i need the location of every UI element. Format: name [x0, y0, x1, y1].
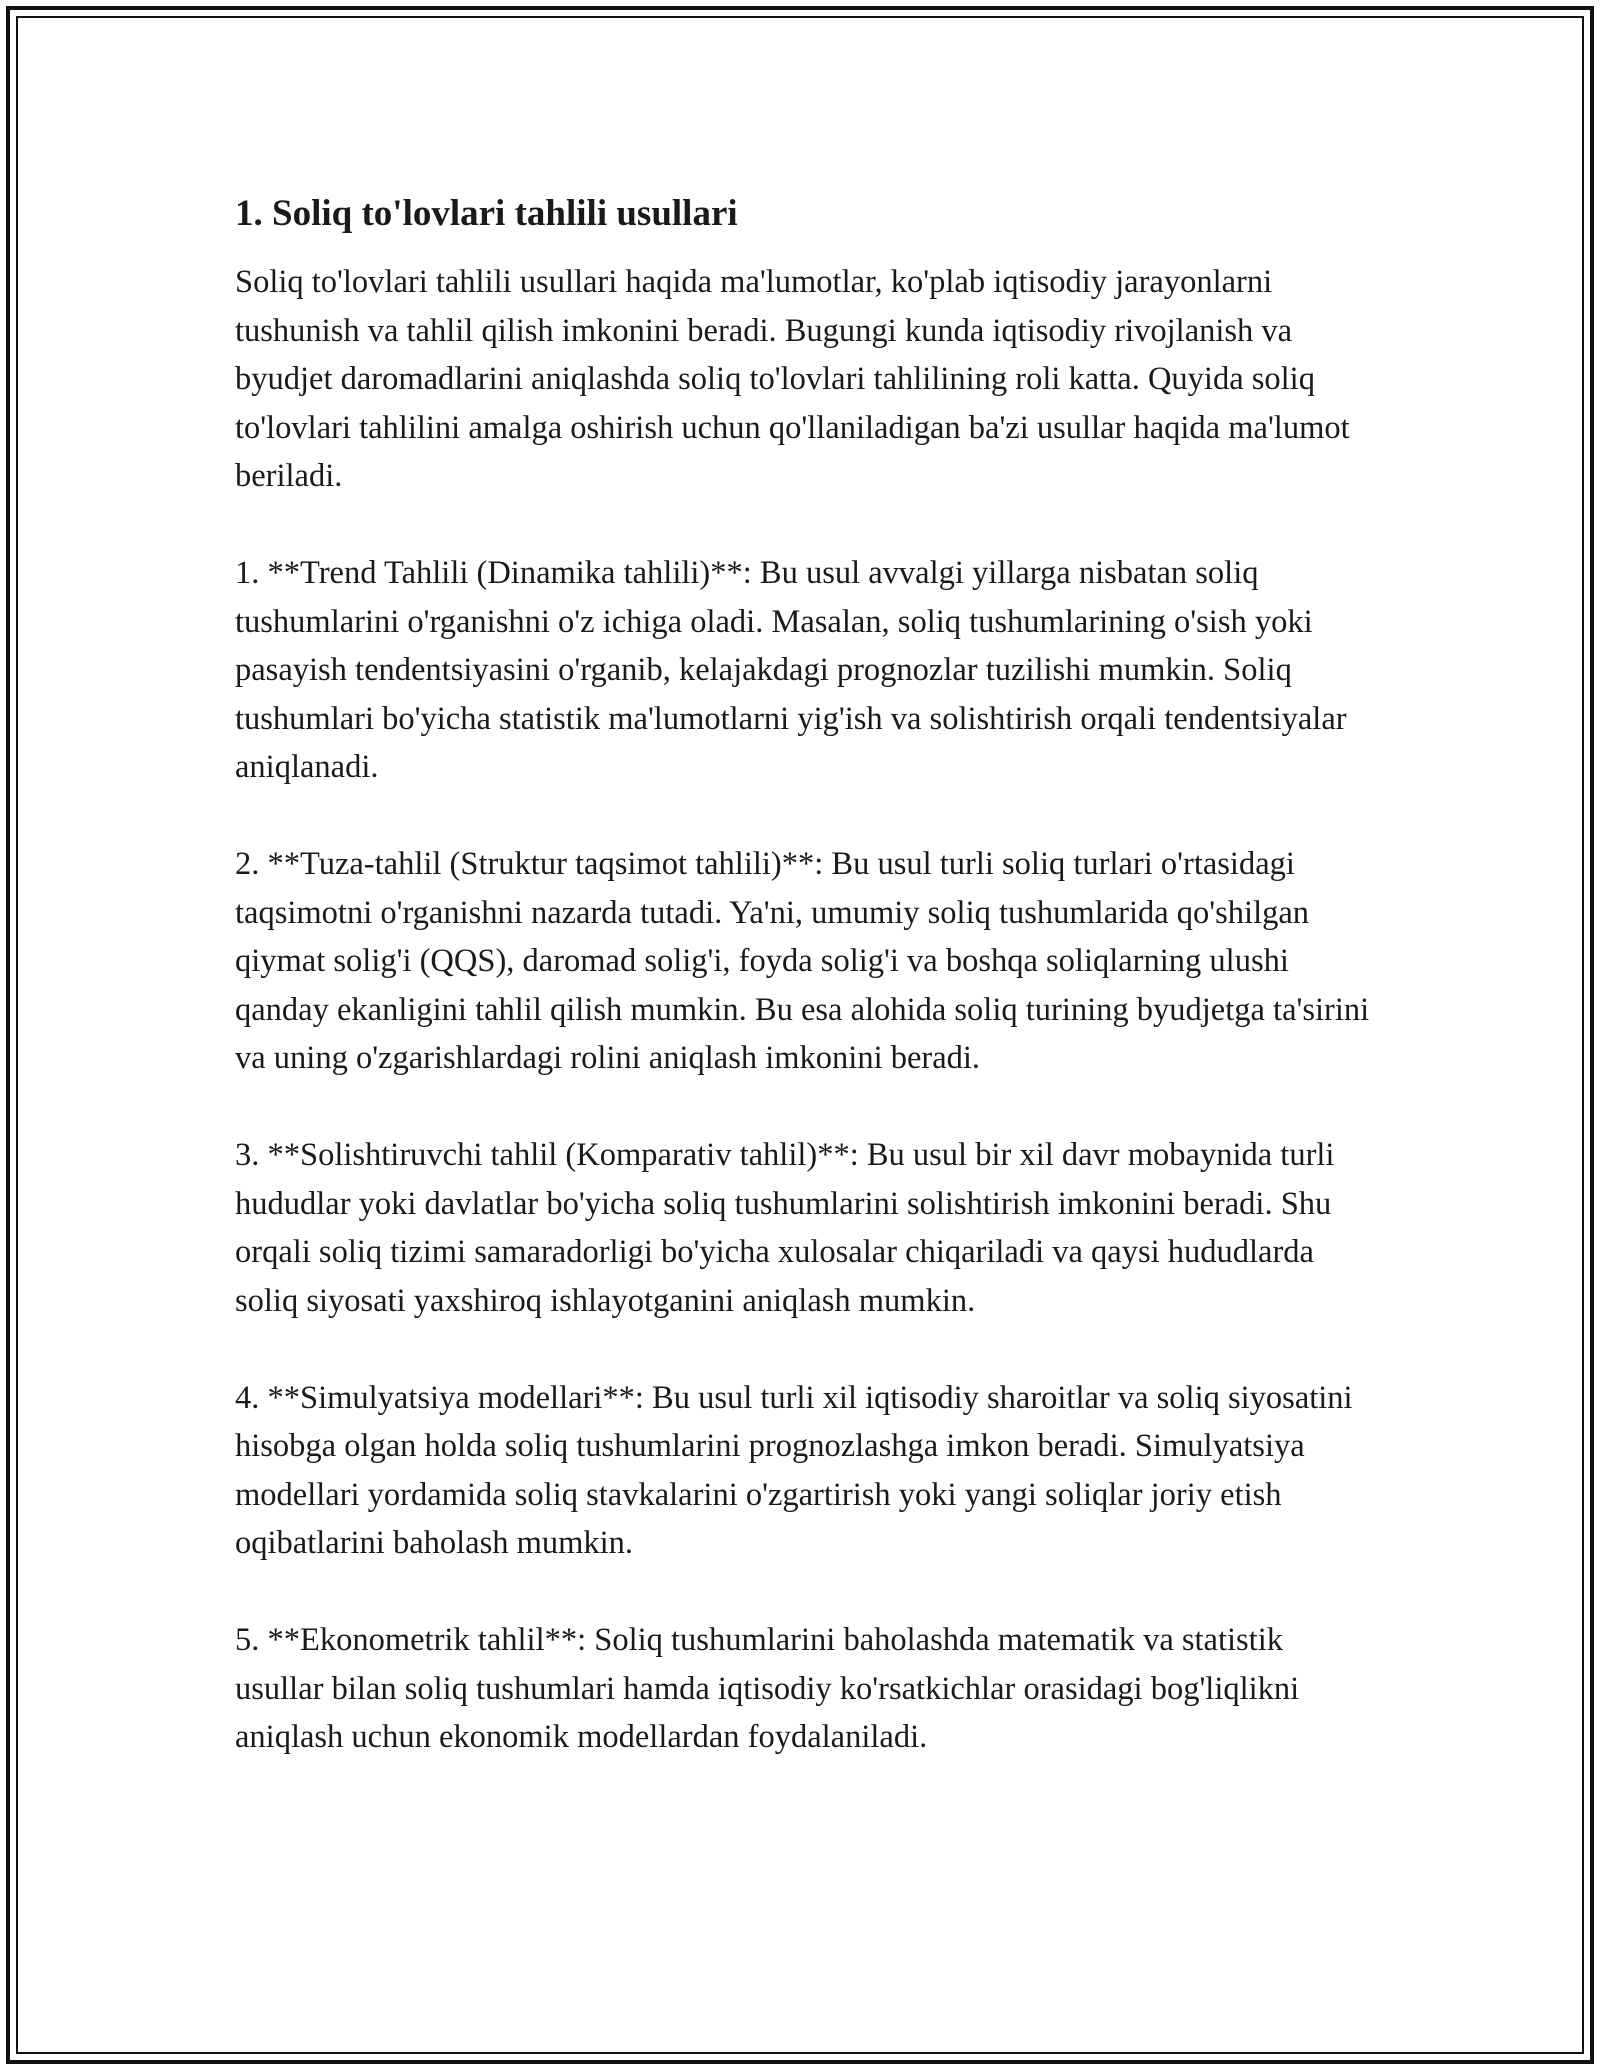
- paragraph-comparative-analysis: 3. **Solishtiruvchi tahlil (Komparativ tahlil)**: Bu usul bir xil davr mobaynida turli hududlar yoki davlatlar bo'yicha soliq tushumlarini solishtirish imkonini beradi. Shu orqali soliq tizimi samaradorligi bo'yicha xulosalar chiqariladi va qaysi hududlarda soliq siyosati yaxshiroq ishlayotganini aniqlash mumkin.: [235, 1137, 1335, 1319]
- document-body: [235, 190, 1375, 1810]
- paragraph-structure-analysis: 2. **Tuza-tahlil (Struktur taqsimot tahlili)**: Bu usul turli soliq turlari o'rtasidagi taqsimotni o'rganishni nazarda tutadi. Ya'ni, umumiy soliq tushumlarida qo'shilgan qiymat solig'i (QQS), daromad solig'i, foyda solig'i va boshqa soliqlarning ulushi qanday ekanligini tahlil qilish mumkin. Bu esa alohida soliq turining byudjetga ta'sirini va uning o'zgarishlardagi rolini aniqlash imkonini beradi.: [235, 846, 1370, 1076]
- intro-paragraph: Soliq to'lovlari tahlili usullari haqida ma'lumotlar, ko'plab iqtisodiy jarayonlarni tushunish va tahlil qilish imkonini beradi. Bugungi kunda iqtisodiy rivojlanish va byudjet daromadlarini aniqlashda soliq to'lovlari tahlilining roli katta. Quyida soliq to'lovlari tahlilini amalga oshirish uchun qo'llaniladigan ba'zi usullar haqida ma'lumot beriladi.: [235, 264, 1350, 494]
- paragraph-simulation-models: 4. **Simulyatsiya modellari**: Bu usul turli xil iqtisodiy sharoitlar va soliq siyosatini hisobga olgan holda soliq tushumlarini prognozlashga imkon beradi. Simulyatsiya modellari yordamida soliq stavkalarini o'zgartirish yoki yangi soliqlar joriy etish oqibatlarini baholash mumkin.: [235, 1379, 1353, 1561]
- paragraph-econometric-analysis: 5. **Ekonometrik tahlil**: Soliq tushumlarini baholashda matematik va statistik usullar bilan soliq tushumlari hamda iqtisodiy ko'rsatkichlar orasidagi bog'liqlikni aniqlash uchun ekonomik modellardan foydalaniladi.: [235, 1622, 1300, 1755]
- section-title: 1. Soliq to'lovlari tahlili usullari: [235, 193, 738, 234]
- paragraph-trend-analysis: 1. **Trend Tahlili (Dinamika tahlili)**: Bu usul avvalgi yillarga nisbatan soliq tushumlarini o'rganishni o'z ichiga oladi. Masalan, soliq tushumlarining o'sish yoki pasayish tendentsiyasini o'rganib, kelajakdagi prognozlar tuzilishi mumkin. Soliq tushumlari bo'yicha statistik ma'lumotlarni yig'ish va solishtirish orqali tendentsiyalar aniqlanadi.: [235, 555, 1347, 785]
